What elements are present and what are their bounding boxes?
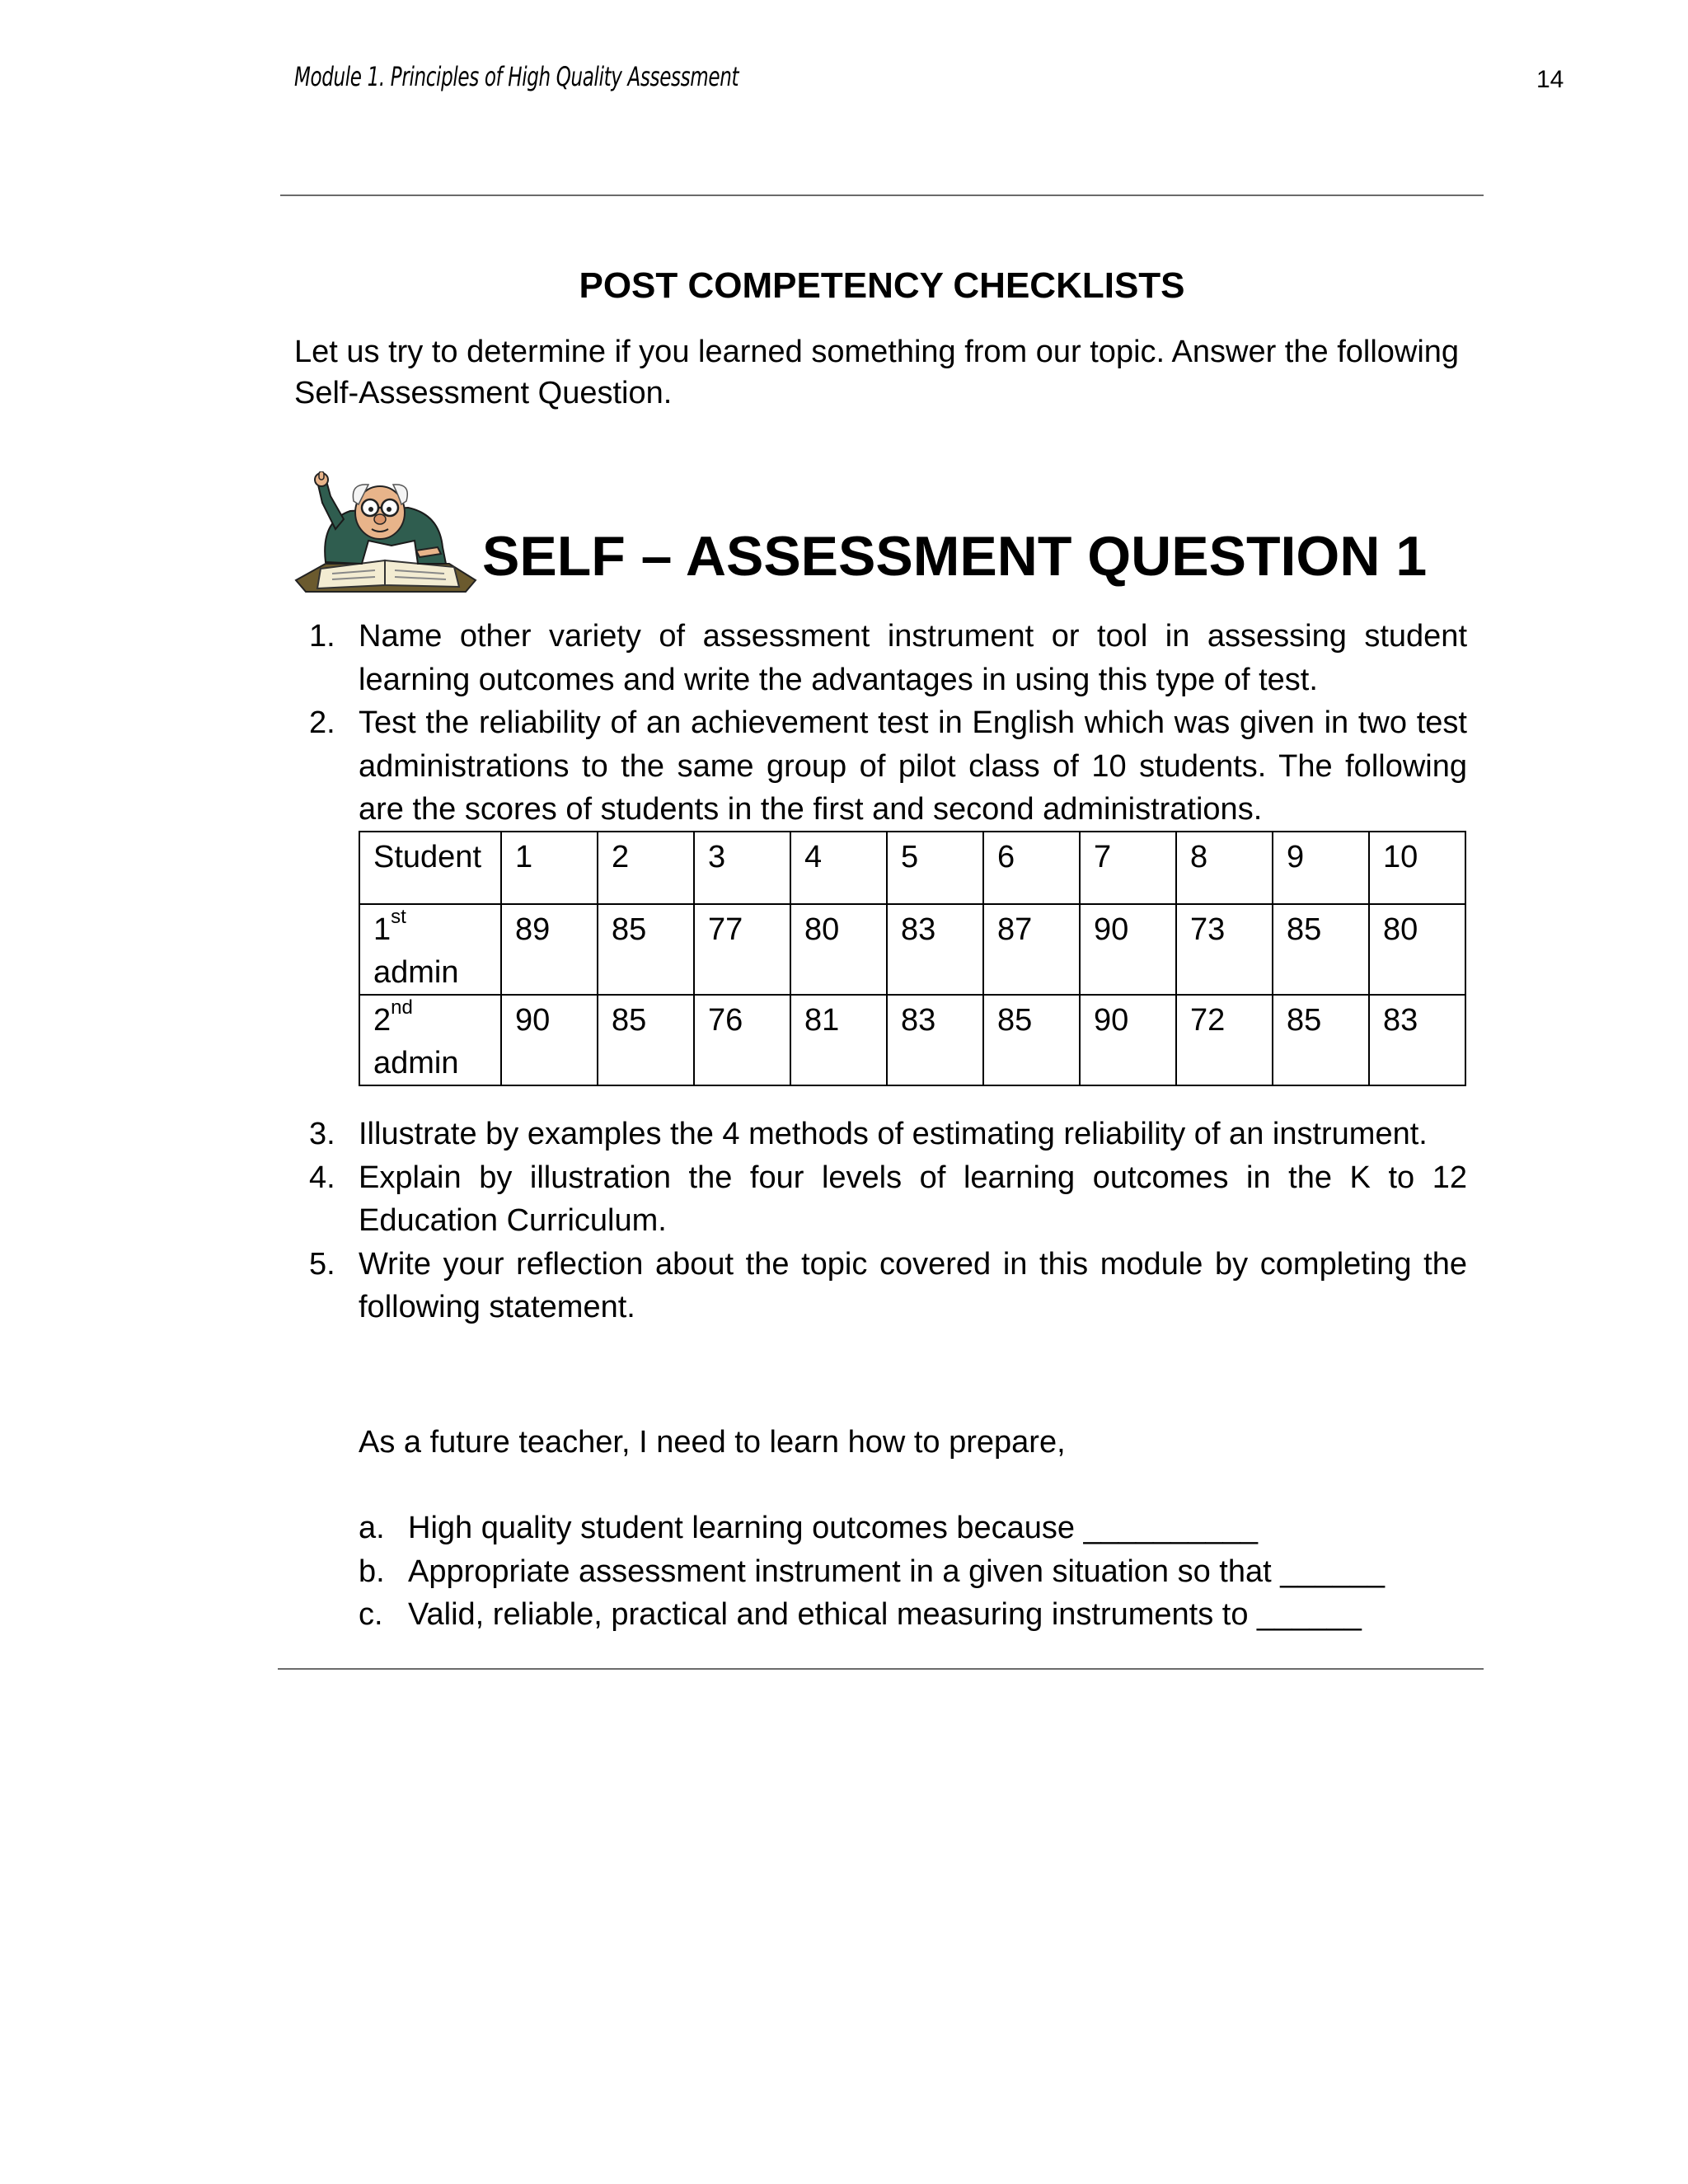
table-cell: 85 [983, 995, 1080, 1085]
top-divider [280, 194, 1484, 196]
page-number: 14 [1536, 66, 1564, 93]
table-cell: 90 [501, 995, 598, 1085]
bottom-divider [278, 1668, 1484, 1670]
question-number: 4. [309, 1160, 335, 1195]
table-cell: 89 [501, 904, 598, 995]
row-label-number: 1 [373, 912, 392, 947]
table-cell: 80 [1369, 904, 1465, 995]
table-header-cell: 6 [983, 832, 1080, 904]
table-cell: 72 [1176, 995, 1273, 1085]
intro-paragraph: Let us try to determine if you learned something from our topic. Answer the following Self-Assessment Question. [294, 335, 1460, 410]
question-item [305, 701, 1467, 832]
score-table [359, 831, 1466, 1086]
reflection-text: High quality student learning outcomes because __________ [408, 1511, 1258, 1545]
question-number: 5. [309, 1246, 335, 1282]
table-cell: 83 [1369, 995, 1465, 1085]
reflection-item [359, 1550, 1385, 1594]
table-cell: 85 [598, 904, 694, 995]
table-cell: 85 [1273, 995, 1369, 1085]
running-header-title: Module 1. Principles of High Quality Assessment [294, 61, 739, 92]
table-header-cell: 7 [1080, 832, 1176, 904]
row-label-text: admin [373, 1046, 459, 1080]
section-heading: POST COMPETENCY CHECKLISTS [579, 265, 1185, 306]
table-cell: 76 [694, 995, 790, 1085]
question-list-part-2 [305, 1113, 1467, 1329]
table-cell: 83 [887, 904, 983, 995]
row-label-text: admin [373, 955, 459, 990]
table-cell: 83 [887, 995, 983, 1085]
table-cell: 73 [1176, 904, 1273, 995]
table-row [359, 995, 1465, 1085]
question-text: Write your reflection about the topic covered in this module by completing the following statement. [359, 1246, 1467, 1324]
reflection-item [359, 1593, 1385, 1637]
table-header-cell: Student [359, 832, 501, 904]
question-text: Explain by illustration the four levels of learning outcomes in the K to 12 Education Curriculum. [359, 1160, 1467, 1238]
table-header-cell: 10 [1369, 832, 1465, 904]
reflection-text: Valid, reliable, practical and ethical measuring instruments to ______ [408, 1597, 1362, 1632]
question-item [305, 1156, 1467, 1243]
reflection-prompt: As a future teacher, I need to learn how to prepare, [359, 1425, 1066, 1460]
row-label-cell [359, 904, 501, 995]
table-cell: 81 [790, 995, 887, 1085]
table-header-cell: 2 [598, 832, 694, 904]
question-item [305, 615, 1467, 701]
table-header-cell: 9 [1273, 832, 1369, 904]
question-item [305, 1113, 1467, 1156]
row-label-suffix: nd [391, 996, 413, 1019]
reflection-text: Appropriate assessment instrument in a given situation so that ______ [408, 1554, 1386, 1589]
question-text: Test the reliability of an achievement test in English which was given in two test administrations to the same group of pilot class of 10 students. The following are the scores of students in the first and second administrations. [359, 705, 1467, 827]
self-assessment-title: SELF – ASSESSMENT QUESTION 1 [482, 525, 1428, 588]
table-header-cell: 4 [790, 832, 887, 904]
reflection-letter: c. [359, 1597, 383, 1632]
professor-reading-icon [293, 471, 479, 602]
reflection-letter: a. [359, 1511, 385, 1545]
table-cell: 90 [1080, 904, 1176, 995]
row-label-suffix: st [391, 906, 406, 929]
table-header-cell: 5 [887, 832, 983, 904]
table-header-cell: 1 [501, 832, 598, 904]
table-row [359, 904, 1465, 995]
table-header-cell: 8 [1176, 832, 1273, 904]
table-cell: 85 [1273, 904, 1369, 995]
table-cell: 87 [983, 904, 1080, 995]
table-cell: 85 [598, 995, 694, 1085]
table-cell: 77 [694, 904, 790, 995]
question-list-part-1 [305, 615, 1467, 832]
question-item [305, 1243, 1467, 1329]
question-text: Name other variety of assessment instrument or tool in assessing student learning outcomes and write the advantages in using this type of test. [359, 619, 1467, 697]
row-label-number: 2 [373, 1003, 392, 1038]
table-header-row [359, 832, 1465, 904]
reflection-item [359, 1507, 1385, 1550]
question-number: 1. [309, 619, 335, 654]
row-label-cell [359, 995, 501, 1085]
reflection-list [359, 1507, 1385, 1637]
table-cell: 90 [1080, 995, 1176, 1085]
question-text: Illustrate by examples the 4 methods of estimating reliability of an instrument. [359, 1117, 1428, 1151]
table-cell: 80 [790, 904, 887, 995]
question-number: 2. [309, 705, 335, 740]
question-number: 3. [309, 1117, 335, 1151]
reflection-letter: b. [359, 1554, 385, 1589]
table-header-cell: 3 [694, 832, 790, 904]
